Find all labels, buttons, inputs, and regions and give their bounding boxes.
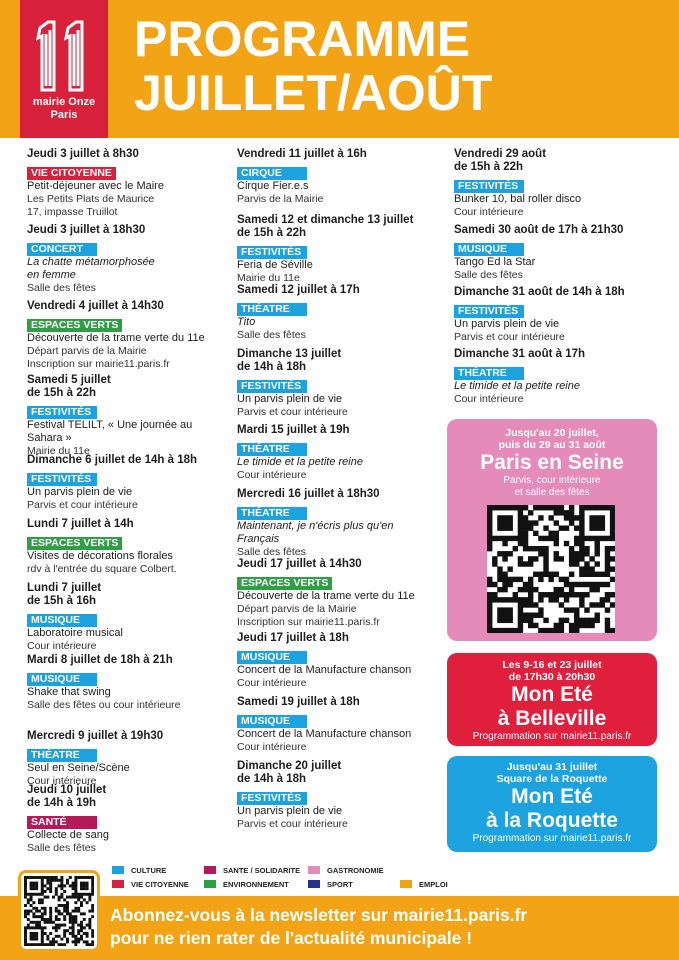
event-title: Bunker 10, bal roller disco [454,193,582,205]
legend-swatch [112,880,124,888]
legend-label: GASTRONOMIE [327,866,384,875]
title-line1: PROGRAMME [134,11,471,67]
event-place: Départ parvis de la Mairie Inscription sur mairie11.paris.fr [27,345,170,370]
category-badge-musique: MUSIQUE [454,243,524,256]
event-date: Vendredi 11 juillet à 16h [237,148,367,160]
event-title: Collecte de sang [27,829,109,841]
qr-code-icon [487,505,615,633]
category-badge-musique: MUSIQUE [27,673,97,686]
event-place: Parvis et cour intérieure [27,499,138,511]
roquette-dates: Jusqu'au 31 juillet [506,761,598,773]
paris-en-seine-qr-code[interactable] [487,505,615,633]
page-title [134,12,492,120]
event-place: Départ parvis de la Mairie Inscription sur mairie11.paris.fr [237,603,380,628]
event-item [237,214,442,285]
category-badge-concert: CONCERT [27,243,97,256]
belleville-title-line2: à Belleville [497,707,607,730]
event-place: Salle des fêtes [27,842,96,854]
event-date: Lundi 7 juillet à 14h [27,518,134,530]
event-title: Découverte de la trame verte du 11e [237,590,415,602]
event-title: Concert de la Manufacture chanson [237,728,412,740]
event-title: Le timide et la petite reine [454,380,580,392]
event-date: Samedi 30 août de 17h à 21h30 [454,224,624,236]
event-date: Jeudi 17 juillet à 14h30 [237,558,362,570]
seine-title: Paris en Seine [480,451,624,474]
legend-item-gastronomie [308,866,384,875]
event-item [237,348,442,419]
event-title: Un parvis plein de vie [237,393,343,405]
category-badge-sante: SANTÉ [27,816,97,829]
event-date: Dimanche 13 juillet de 14h à 18h [237,348,342,373]
event-title: La chatte métamorphosée en femme [27,256,155,281]
event-date: Dimanche 31 août de 14h à 18h [454,286,625,298]
event-place: Mairie du 11e [237,272,300,284]
event-date: Jeudi 17 juillet à 18h [237,632,349,644]
event-place: Salle des fêtes [237,546,306,558]
event-title: Petit-déjeuner avec le Maire [27,180,164,192]
category-badge-theatre: THÉATRE [454,367,524,380]
header-band [0,0,679,138]
category-badge-festivites: FESTIVITÉS [237,380,307,393]
legend-swatch [204,880,216,888]
event-date: Jeudi 3 juillet à 8h30 [27,148,139,160]
event-item [27,148,228,219]
event-title: Seul en Seine/Scène [27,762,130,774]
event-place: Mairie du 11e [27,445,90,457]
event-place: Parvis et cour intérieure [237,406,348,418]
event-item [454,224,659,282]
legend-item-emploi [400,880,448,889]
event-item [237,284,442,342]
event-title: Un parvis plein de vie [237,805,343,817]
event-item [27,300,228,371]
roquette-place: Square de la Roquette [496,773,608,785]
belleville-link-text: Programmation sur mairie11.paris.fr [472,731,632,742]
title-line2: JUILLET/AOÛT [134,65,493,121]
qr-code-icon [24,876,94,946]
newsletter-text[interactable] [110,904,527,950]
roquette-title-line2: à la Roquette [486,809,618,832]
category-badge-festivites: FESTIVITÉS [454,305,524,318]
category-badge-festivites: FESTIVITÉS [27,406,97,419]
seine-place-line1: Parvis, cour intérieure [503,475,601,486]
logo-text [20,96,108,122]
event-place: Cour intérieure [237,469,307,481]
category-badge-espaces-verts: ESPACES VERTS [237,577,332,590]
event-item [454,148,659,219]
event-item [27,374,228,458]
event-place: rdv à l'entrée du square Colbert. [27,563,177,575]
event-title: Laboratoire musical [27,627,123,639]
event-item [27,654,228,712]
event-date: Samedi 5 juillet de 15h à 22h [27,374,111,399]
event-date: Dimanche 20 juillet de 14h à 18h [237,760,342,785]
event-title: Visites de décorations florales [27,550,173,562]
event-place: Cour intérieure [454,206,524,218]
event-item [237,558,442,629]
category-badge-espaces-verts: ESPACES VERTS [27,537,122,550]
footer-band [0,896,679,960]
event-title: Maintenant, je n'écris plus qu'en Français [237,520,394,545]
promo-paris-en-seine[interactable] [447,419,657,641]
event-place: Cour intérieure [454,393,524,405]
category-legend [112,866,472,898]
event-date: Mercredi 16 juillet à 18h30 [237,488,380,500]
legend-swatch [400,880,412,888]
footer-line2: pour ne rien rater de l'actualité municipale ! [110,928,473,948]
event-place: Parvis et cour intérieure [237,818,348,830]
event-date: Samedi 19 juillet à 18h [237,696,360,708]
event-item [237,148,442,206]
legend-item-culture [112,866,166,875]
legend-label: VIE CITOYENNE [131,880,189,889]
category-badge-musique: MUSIQUE [27,614,97,627]
event-item [237,424,442,482]
legend-swatch [112,866,124,874]
event-title: Feria de Séville [237,259,313,271]
event-item [27,784,228,855]
promo-mon-ete-roquette[interactable] [447,756,657,852]
event-item [27,224,228,295]
event-date: Samedi 12 et dimanche 13 juillet de 15h à 22h [237,214,414,239]
legend-label: CULTURE [131,866,167,875]
event-date: Mardi 8 juillet de 18h à 21h [27,654,173,666]
event-place: Cour intérieure [27,640,97,652]
category-badge-theatre: THÉATRE [237,443,307,456]
event-title: Un parvis plein de vie [27,486,133,498]
seine-dates-line1: Jusqu'au 20 juillet, [505,427,599,439]
category-badge-espaces-verts: ESPACES VERTS [27,319,122,332]
event-place: Parvis de la Mairie [237,193,324,205]
belleville-title-line1: Mon Eté [511,683,593,706]
event-item [237,696,442,754]
eleven-logo-icon [34,20,94,92]
event-place: Cour intérieure [237,677,307,689]
event-item [27,582,228,653]
event-item [454,348,659,406]
event-item [237,632,442,690]
footer-line1: Abonnez-vous à la newsletter sur mairie11.paris.fr [110,905,528,925]
event-item [454,286,659,344]
event-date: Vendredi 29 août de 15h à 22h [454,148,547,173]
category-badge-theatre: THÉATRE [27,749,97,762]
legend-item-sante-solidarite [204,866,300,875]
category-badge-musique: MUSIQUE [237,651,307,664]
event-date: Jeudi 3 juillet à 18h30 [27,224,146,236]
legend-label: SANTE / SOLIDARITE [223,866,301,875]
promo-mon-ete-belleville[interactable] [447,653,657,746]
event-place: Salle des fêtes [454,269,523,281]
event-title: Shake that swing [27,686,111,698]
newsletter-qr-code[interactable] [18,870,100,952]
category-badge-festivites: FESTIVITÉS [237,246,307,259]
category-badge-theatre: THÉATRE [237,507,307,520]
event-place: Salle des fêtes [237,329,306,341]
event-item [237,760,442,831]
legend-item-vie-citoyenne [112,880,189,889]
event-title: Festival TELILT, « Une journée au Sahara » [27,419,193,444]
roquette-title-line1: Mon Eté [511,785,593,808]
event-place: Parvis et cour intérieure [454,331,565,343]
logo-line2: Paris [50,109,78,121]
event-item [27,730,228,788]
legend-label: SPORT [327,880,353,889]
legend-item-environnement [204,880,289,889]
legend-label: ENVIRONNEMENT [223,880,289,889]
event-item [27,454,228,512]
seine-place-line2: et salle des fêtes [514,487,590,498]
event-title: Le timide et la petite reine [237,456,363,468]
event-date: Dimanche 6 juillet de 14h à 18h [27,454,198,466]
category-badge-theatre: THÉATRE [237,303,307,316]
event-place: Les Petits Plats de Maurice 17, impasse Truillot [27,193,155,218]
category-badge-vie-citoyenne: VIE CITOYENNE [27,167,116,180]
legend-item-sport [308,880,353,889]
category-badge-festivites: FESTIVITÉS [454,180,524,193]
category-badge-festivites: FESTIVITÉS [27,473,97,486]
event-date: Samedi 12 juillet à 17h [237,284,360,296]
event-title: Tango Ed la Star [454,256,536,268]
category-badge-festivites: FESTIVITÉS [237,792,307,805]
legend-label: EMPLOI [419,880,448,889]
event-place: Cour intérieure [27,775,97,787]
event-title: Tito [237,316,256,328]
event-place: Cour intérieure [237,741,307,753]
belleville-hours: de 17h30 à 20h30 [508,671,596,683]
event-date: Dimanche 31 août à 17h [454,348,586,360]
category-badge-musique: MUSIQUE [237,715,307,728]
seine-dates-line2: puis du 29 au 31 août [498,439,606,451]
event-title: Cirque Fier.e.s [237,180,309,192]
event-place: Salle des fêtes [27,282,96,294]
belleville-dates: Les 9-16 et 23 juillet [502,659,602,671]
event-item [237,488,442,559]
event-date: Lundi 7 juillet de 15h à 16h [27,582,102,607]
event-date: Jeudi 10 juillet de 14h à 19h [27,784,107,809]
event-date: Mardi 15 juillet à 19h [237,424,350,436]
event-title: Concert de la Manufacture chanson [237,664,412,676]
event-title: Un parvis plein de vie [454,318,560,330]
event-date: Mercredi 9 juillet à 19h30 [27,730,164,742]
event-item [27,518,228,576]
event-date: Vendredi 4 juillet à 14h30 [27,300,164,312]
category-badge-cirque: CIRQUE [237,167,307,180]
logo-line1: mairie Onze [32,96,96,108]
event-title: Découverte de la trame verte du 11e [27,332,205,344]
legend-swatch [204,866,216,874]
legend-swatch [308,880,320,888]
roquette-link-text: Programmation sur mairie11.paris.fr [472,833,632,844]
event-place: Salle des fêtes ou cour intérieure [27,699,181,711]
legend-swatch [308,866,320,874]
mairie-logo[interactable] [20,0,108,138]
